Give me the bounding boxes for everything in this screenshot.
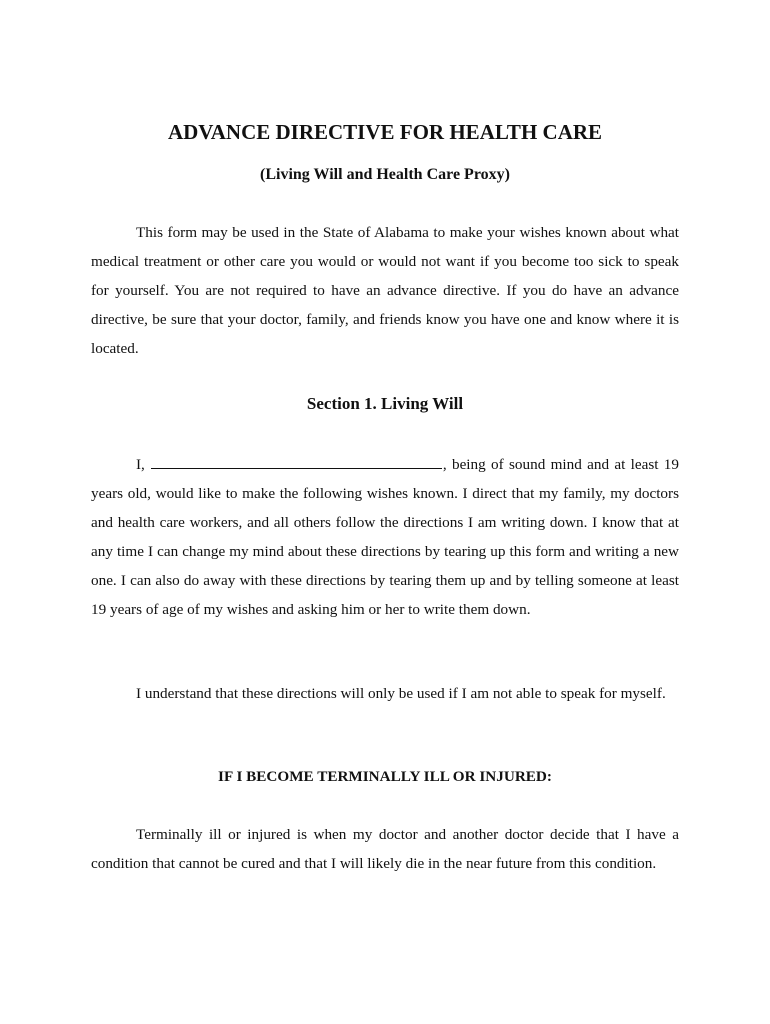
understand-paragraph: I understand that these directions will only be used if I am not able to speak for myself. [136,685,666,702]
living-will-text: , being of sound mind and at least 19 years old, would like to make the following wishes known. I direct that my family, my doctors and health care workers, and all others follow the directions I am writing down. I know that at any time I can change my mind about these directions by tearing up this form and writing a new one. I can also do away with these directions by tearing them up and by telling someone at least 19 years of age of my wishes and asking him or her to write them down. [91,456,679,618]
living-will-paragraph [91,450,679,624]
terminal-paragraph: Terminally ill or injured is when my doctor and another doctor decide that I have a condition that cannot be cured and that I will likely die in the near future from this condition. [91,826,679,872]
section-1-heading: Section 1. Living Will [306,394,464,413]
name-blank-field[interactable] [151,454,442,469]
terminal-heading: IF I BECOME TERMINALLY ILL OR INJURED: [218,768,552,785]
document-title: ADVANCE DIRECTIVE FOR HEALTH CARE [167,120,603,144]
document-subtitle: (Living Will and Health Care Proxy) [260,166,510,183]
living-will-prefix: I, [136,456,145,473]
intro-paragraph: This form may be used in the State of Alabama to make your wishes known about what medical treatment or other care you would or would not want if you become too sick to speak for yourself. You are not required to have an advance directive. If you do have an advance directive, be sure that your doctor, family, and friends know you have one and know where it is located. [91,224,679,357]
